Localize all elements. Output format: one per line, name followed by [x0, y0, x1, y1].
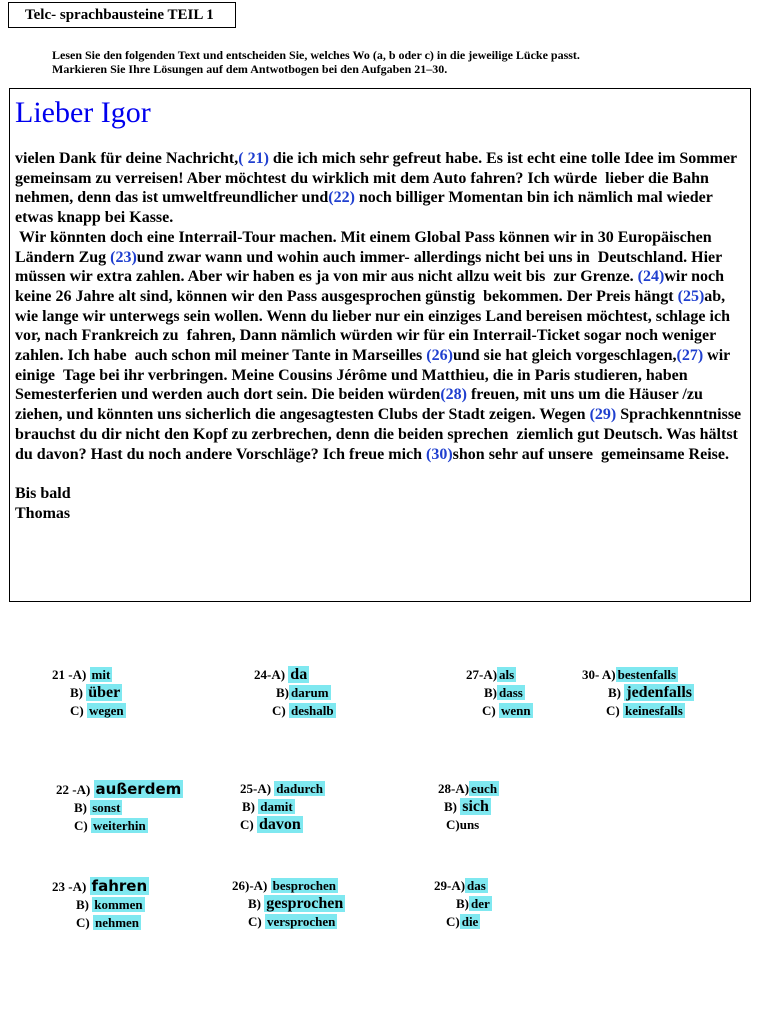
option-number: 30- A) — [582, 667, 616, 682]
worksheet-title: Telc- sprachbausteine TEIL 1 — [8, 2, 236, 28]
option-c[interactable]: versprochen — [266, 914, 336, 929]
signature-text: Thomas — [15, 505, 71, 523]
option-a[interactable]: besprochen — [272, 878, 336, 893]
option-b-label: B) — [608, 685, 621, 700]
option-c[interactable]: keinesfalls — [624, 703, 683, 718]
option-group-24 — [254, 666, 336, 720]
option-c-label: C) — [446, 914, 460, 929]
letter-box — [9, 88, 751, 602]
option-number: 25-A) — [240, 781, 272, 796]
option-a[interactable]: fahren — [91, 877, 148, 895]
gap-27: (27) — [676, 347, 704, 365]
option-group-25 — [240, 780, 325, 834]
option-b[interactable]: über — [88, 684, 121, 701]
option-c[interactable]: wegen — [88, 703, 124, 718]
option-c-label: C) — [76, 915, 90, 930]
option-b-label: B) — [484, 685, 497, 700]
option-number: 29-A) — [434, 878, 466, 893]
option-a[interactable]: mit — [91, 667, 111, 682]
gap-26: (26) — [426, 347, 453, 365]
option-number: 23 -A) — [52, 879, 87, 894]
option-c[interactable]: die — [461, 914, 479, 929]
option-c[interactable]: nehmen — [94, 915, 140, 930]
option-a[interactable]: euch — [471, 781, 498, 796]
option-number: 28-A) — [438, 781, 470, 796]
option-b-label: B) — [444, 799, 457, 814]
option-b-label: B) — [76, 897, 89, 912]
instructions-text: Lesen Sie den folgenden Text und entscheiden Sie, welches Wo (a, b oder c) in die jeweilige Lücke passt. Markieren Sie Ihre Lösungen auf dem Antwotbogen bei den Aufgaben 21–30. — [52, 48, 580, 76]
gap-24: (24) — [637, 268, 665, 286]
option-c[interactable]: uns — [459, 817, 480, 832]
letter-body — [15, 149, 746, 464]
option-b-label: B) — [74, 800, 87, 815]
option-group-30 — [582, 666, 694, 720]
option-b[interactable]: gesprochen — [266, 895, 344, 912]
letter-signoff — [15, 484, 746, 524]
option-a[interactable]: bestenfalls — [617, 667, 677, 682]
option-b-label: B) — [248, 896, 261, 911]
option-b[interactable]: darum — [291, 685, 329, 700]
option-b[interactable]: dass — [499, 685, 523, 700]
option-number: 22 -A) — [56, 782, 91, 797]
option-c[interactable]: wenn — [500, 703, 531, 718]
option-c-label: C) — [482, 703, 496, 718]
option-b-label: B) — [276, 685, 289, 700]
option-c-label: C) — [606, 703, 620, 718]
closing-text: Bis bald — [15, 485, 71, 503]
option-c[interactable]: deshalb — [290, 703, 334, 718]
option-c-label: C) — [70, 703, 84, 718]
option-number: 27-A) — [466, 667, 498, 682]
option-b[interactable]: jedenfalls — [626, 684, 693, 701]
option-c-label: C) — [248, 914, 262, 929]
letter-paragraph: vielen Dank für deine Nachricht,( 21) die ich mich sehr gefreut habe. Es ist echt eine tolle Idee im Sommer gemeinsam zu verreisen! Aber möchtest du wirklich mit dem Auto fahren? Ich würde lieber die Bahn nehmen, denn das ist umweltfreundlicher und(22) noch billiger Momentan bin ich nämlich mal wieder etwas knapp bei Kasse. — [15, 150, 737, 227]
option-b[interactable]: sonst — [92, 800, 121, 815]
option-group-22 — [56, 780, 183, 835]
option-group-28 — [438, 780, 499, 834]
gap-29: (29) — [589, 406, 617, 424]
gap-25: (25) — [677, 287, 705, 305]
option-b[interactable]: der — [471, 896, 490, 911]
letter-greeting: Lieber Igor — [15, 96, 151, 129]
option-b-label: B) — [242, 799, 255, 814]
option-a[interactable]: dadurch — [276, 781, 324, 796]
option-group-23 — [52, 877, 149, 932]
option-a[interactable]: da — [290, 666, 308, 683]
option-b[interactable]: kommen — [94, 897, 143, 912]
option-a[interactable]: als — [499, 667, 515, 682]
option-c-label: C) — [240, 817, 254, 832]
option-c-label: C) — [446, 817, 460, 832]
option-number: 24-A) — [254, 667, 286, 682]
option-c[interactable]: weiterhin — [92, 818, 146, 833]
option-group-27 — [466, 666, 533, 720]
option-a[interactable]: außerdem — [95, 780, 182, 798]
option-group-26 — [232, 877, 345, 931]
option-b[interactable]: sich — [462, 798, 489, 815]
option-number: 26)-A) — [232, 878, 268, 893]
option-b-label: B) — [70, 685, 83, 700]
gap-23: (23) — [110, 248, 137, 266]
option-b-label: B) — [456, 896, 469, 911]
option-c[interactable]: davon — [258, 816, 301, 833]
option-c-label: C) — [272, 703, 286, 718]
option-group-21 — [52, 666, 126, 720]
gap-21: ( 21) — [238, 150, 269, 167]
option-number: 21 -A) — [52, 667, 87, 682]
option-group-29 — [434, 877, 492, 931]
letter-paragraph: Wir könnten doch eine Interrail-Tour machen. Mit einem Global Pass können wir in 30 Europäischen Ländern Zug (23)und zwar wann und wohin auch immer- allerdings nicht bei uns in Deutschland. Hier müssen wir extra zahlen. Aber wir haben es ja von mir aus nicht allzu weit bis zur Grenze. (24)wir noch keine 26 Jahre alt sind, können wir den Pass ausgesprochen günstig bekommen. Der Preis hängt (25)ab, wie lange wir unterwegs sein wollen. Wenn du lieber nur ein einziges Land bereisen möchtest, schlage ich vor, nach Frankreich zu fahren, Dann nämlich würden wir für ein Interrail-Ticket sogar noch weniger zahlen. Ich habe auch schon mil meiner Tante in Marseilles (26)und sie hat gleich vorgeschlagen,(27) wir einige Tage bei ihr verbringen. Meine Cousins Jérôme und Matthieu, die in Paris studieren, haben — [15, 228, 730, 384]
option-a[interactable]: das — [467, 878, 486, 893]
option-c-label: C) — [74, 818, 88, 833]
option-b[interactable]: damit — [260, 799, 293, 814]
gap-30: (30) — [426, 445, 453, 463]
gap-28: (28) — [440, 386, 467, 404]
letter-paragraph: Semesterferien und werden auch dort sein. Die beiden würden(28) freuen, mit uns um die Häuser /zu ziehen, und könnten uns sicherlich die angesagtesten Clubs der Stadt zeigen. Wegen (29) Sprachkenntnisse brauchst du dir nicht den Kopf zu zerbrechen, denn die beiden sprechen ziemlich gut Deutsch. Was hältst du davon? Hast du noch andere Vorschläge? Ich freue mich (30)shon sehr auf unsere gemeinsame Reise. — [15, 386, 742, 463]
gap-22: (22) — [328, 189, 355, 207]
